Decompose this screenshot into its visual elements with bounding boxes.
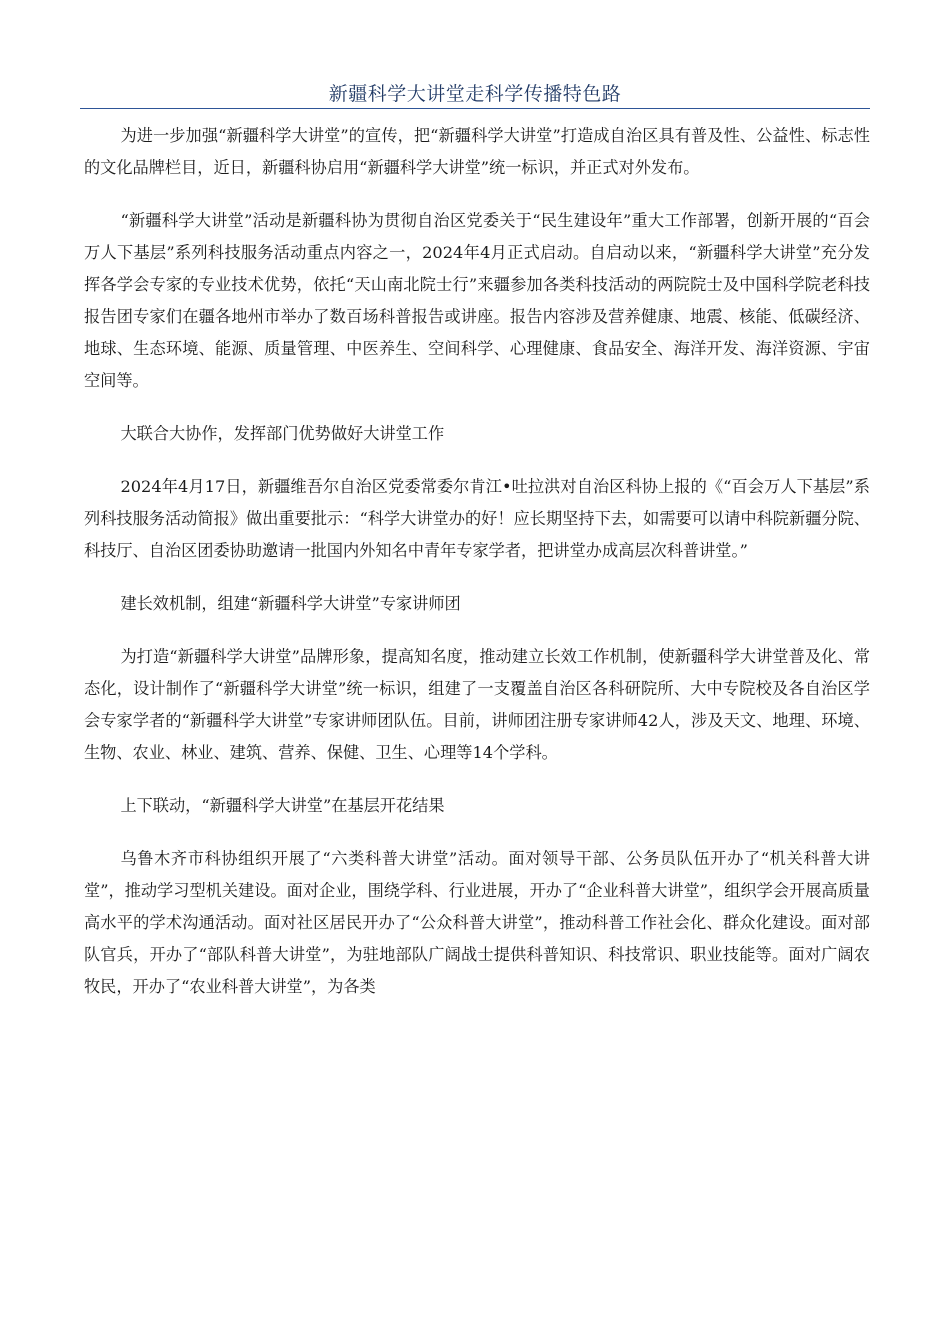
paragraph-instruction: 2024年4月17日，新疆维吾尔自治区党委常委尔肯江•吐拉洪对自治区科协上报的《“百会万人下基层”系列科技服务活动简报》做出重要批示：“科学大讲堂办的好！应长期坚持下去，如需要可以请中科院新疆分院、科技厅、自治区团委协助邀请一批国内外知名中青年专家学者，把讲堂办成高层次科普讲堂。” <box>84 477 870 560</box>
paragraph-intro: 为进一步加强“新疆科学大讲堂”的宣传，把“新疆科学大讲堂”打造成自治区具有普及性、公益性、标志性的文化品牌栏目，近日，新疆科协启用“新疆科学大讲堂”统一标识，并正式对外发布。 <box>84 126 870 177</box>
paragraph-lecturer-team: 为打造“新疆科学大讲堂”品牌形象，提高知名度，推动建立长效工作机制，使新疆科学大讲堂普及化、常态化，设计制作了“新疆科学大讲堂”统一标识，组建了一支覆盖自治区各科研院所、大中专院校及各自治区学会专家学者的“新疆科学大讲堂”专家讲师团队伍。目前，讲师团注册专家讲师42人，涉及天文、地理、环境、生物、农业、林业、建筑、营养、保健、卫生、心理等14个学科。 <box>84 647 870 762</box>
paragraph-urumqi: 乌鲁木齐市科协组织开展了“六类科普大讲堂”活动。面对领导干部、公务员队伍开办了“机关科普大讲堂”，推动学习型机关建设。面对企业，围绕学科、行业进展，开办了“企业科普大讲堂”，组织学会开展高质量高水平的学术沟通活动。面对社区居民开办了“公众科普大讲堂”，推动科普工作社会化、群众化建设。面对部队官兵，开办了“部队科普大讲堂”，为驻地部队广阔战士提供科普知识、科技常识、职业技能等。面对广阔农牧民，开办了“农业科普大讲堂”，为各类 <box>84 849 870 996</box>
section-heading-cooperation: 大联合大协作，发挥部门优势做好大讲堂工作 <box>120 424 445 443</box>
page-title: 新疆科学大讲堂走科学传播特色路 <box>328 83 622 105</box>
section-heading-grassroots: 上下联动，“新疆科学大讲堂”在基层开花结果 <box>120 796 445 815</box>
document-body <box>84 120 870 1024</box>
section-heading-mechanism: 建长效机制，组建“新疆科学大讲堂”专家讲师团 <box>120 594 461 613</box>
title-divider <box>80 108 870 109</box>
paragraph-background: “新疆科学大讲堂”活动是新疆科协为贯彻自治区党委关于“民生建设年”重大工作部署，创新开展的“百会万人下基层”系列科技服务活动重点内容之一，2024年4月正式启动。自启动以来，“新疆科学大讲堂”充分发挥各学会专家的专业技术优势，依托“天山南北院士行”来疆参加各类科技活动的两院院士及中国科学院老科技报告团专家们在疆各地州市举办了数百场科普报告或讲座。报告内容涉及营养健康、地震、核能、低碳经济、地球、生态环境、能源、质量管理、中医养生、空间科学、心理健康、食品安全、海洋开发、海洋资源、宇宙空间等。 <box>84 211 870 390</box>
